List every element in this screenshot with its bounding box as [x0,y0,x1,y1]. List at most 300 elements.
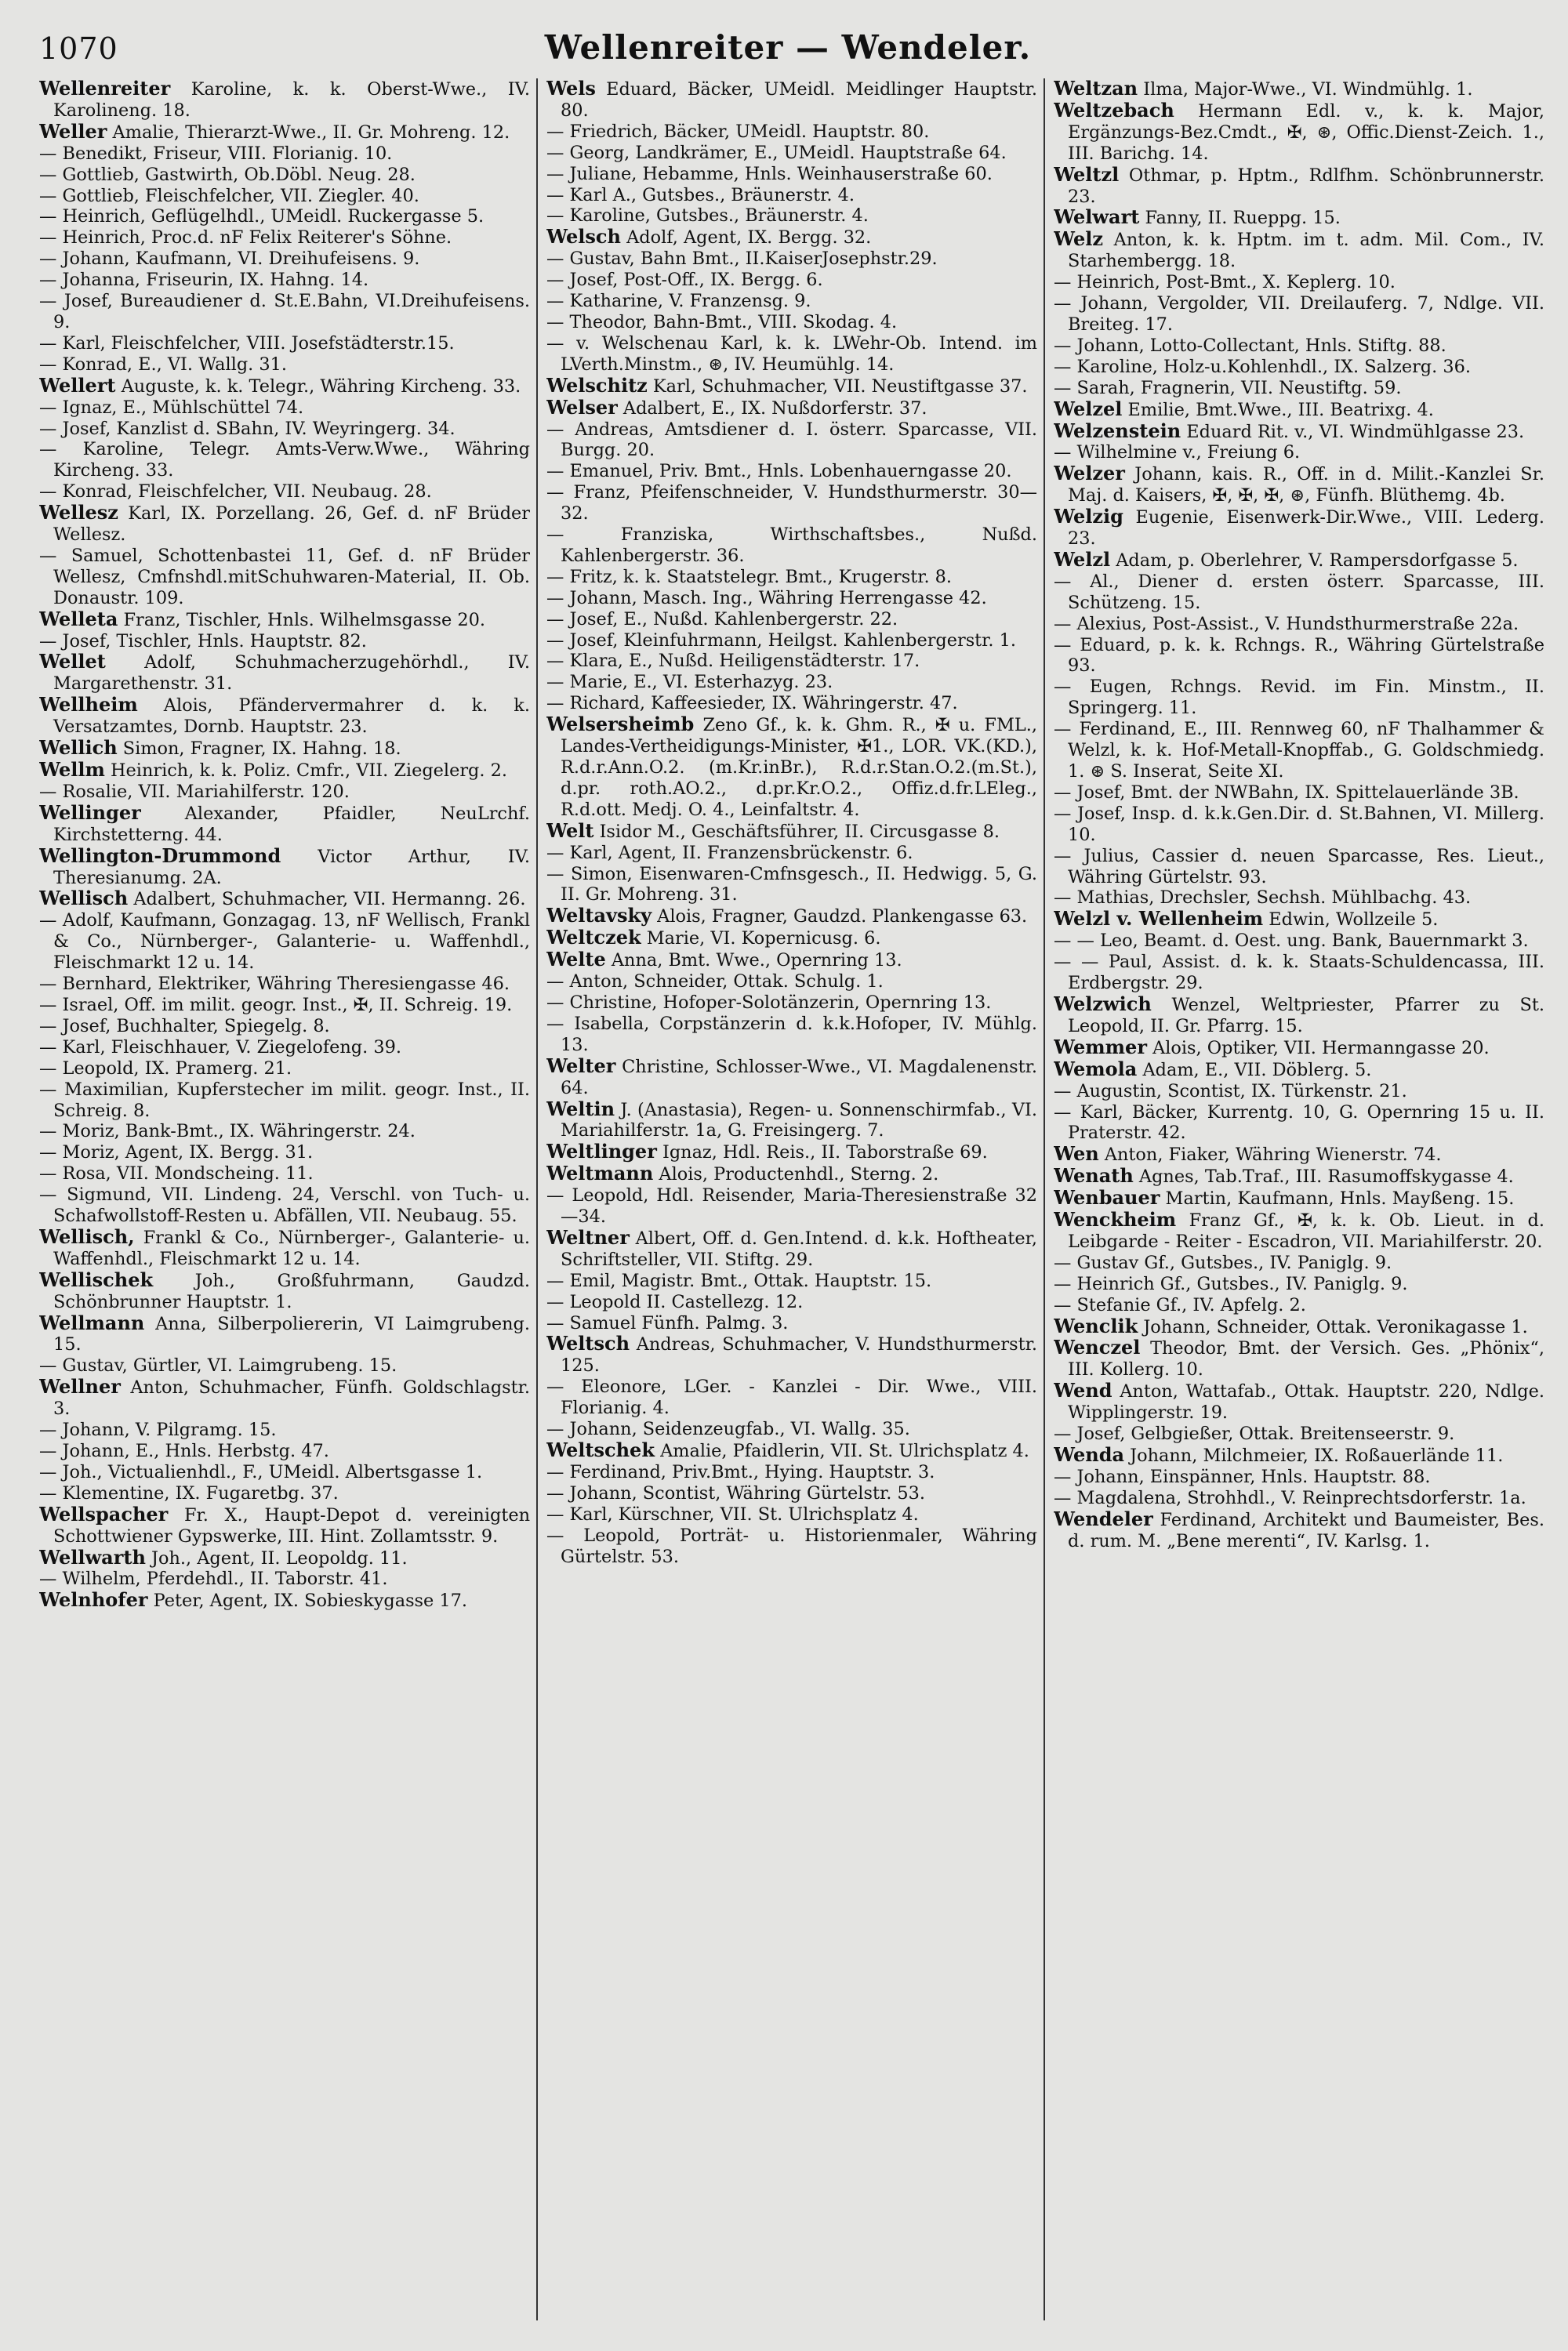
directory-entry [546,927,1037,949]
entry-details: — Gustav Gf., Gutsbes., IV. Paniglg. 9. [1054,1252,1392,1273]
directory-entry [39,249,530,270]
entry-details: — Israel, Off. im milit. geogr. Inst., ✠, II. Schreig. 19. [39,994,513,1015]
entry-details: Joh., Großfuhrmann, Gaudzd. Schönbrunner Hauptstr. 1. [53,1270,530,1312]
directory-entry [1054,887,1544,909]
entry-surname: Wemola [1054,1057,1138,1080]
entry-details: — Christine, Hofoper-Solotänzerin, Opernring 13. [546,992,992,1013]
entry-details: — Katharine, V. Franzensg. 9. [546,291,811,312]
directory-entry [39,695,530,738]
entry-surname: Welter [546,1054,616,1077]
entry-surname: Wenda [1054,1443,1125,1466]
directory-entry [39,631,530,652]
directory-entry [546,1099,1037,1142]
entry-details: — Josef, Bmt. der NWBahn, IX. Spittelauerlände 3B. [1054,782,1519,803]
entry-surname: Weltzan [1054,78,1138,100]
entry-details: — Josef, Tischler, Hnls. Hauptstr. 82. [39,630,367,651]
entry-details: — Friedrich, Bäcker, UMeidl. Hauptstr. 80. [546,121,930,142]
entry-details: — Johann, Kaufmann, VI. Dreihufeisens. 9. [39,249,420,270]
directory-entry [39,1483,530,1504]
directory-entry [546,1141,1037,1163]
entry-details: — Ignaz, E., Mühlschüttel 74. [39,397,304,418]
directory-entry [546,971,1037,992]
entry-details: Anton, Wattafab., Ottak. Hauptstr. 220, Ndlge. Wipplingerstr. 19. [1068,1381,1544,1424]
directory-entry [1054,293,1544,336]
directory-entry [39,1079,530,1122]
entry-details: — Leopold, IX. Pramerg. 21. [39,1058,292,1079]
column-3 [1054,78,1544,2320]
directory-entry [39,1142,530,1163]
entry-details: — Josef, Kanzlist d. SBahn, IV. Weyringerg. 34. [39,418,456,439]
directory-entry [546,270,1037,291]
entry-details: Franz, Tischler, Hnls. Wilhelmsgasse 20. [118,609,485,630]
entry-details: — Anton, Schneider, Ottak. Schulg. 1. [546,971,884,992]
entry-surname: Weller [39,119,107,143]
entry-details: — Josef, Post-Off., IX. Bergg. 6. [546,270,823,291]
entry-details: — Leopold, Hdl. Reisender, Maria-Theresienstraße 32—34. [546,1185,1037,1228]
directory-entry [1054,571,1544,614]
entry-surname: Wenclik [1054,1314,1138,1337]
directory-entry [1054,994,1544,1037]
entry-details: Agnes, Tab.Traf., III. Rasumoffskygasse 4. [1133,1166,1514,1188]
directory-entry [39,1121,530,1142]
entry-details: — Juliane, Hebamme, Hnls. Weinhauserstraße 60. [546,163,993,184]
entry-surname: Welte [546,948,606,971]
directory-entry [1054,207,1544,229]
entry-details: — Gustav, Gürtler, VI. Laimgrubeng. 15. [39,1355,397,1377]
entry-details: — Eugen, Rchngs. Revid. im Fin. Minstm., II. Springerg. 11. [1054,677,1544,719]
directory-entry [39,481,530,502]
directory-entry [546,164,1037,185]
entry-surname: Weltczek [546,926,641,949]
entry-details: — Johann, Vergolder, VII. Dreilauferg. 7, Ndlge. VII. Breiteg. 17. [1054,293,1544,335]
directory-entry [39,1377,530,1420]
entry-surname: Welzwich [1054,992,1152,1015]
directory-entry [39,800,530,846]
directory-entry [39,143,530,165]
directory-entry [39,227,530,249]
directory-entry [546,1462,1037,1483]
entry-details: — Wilhelmine v., Freiung 6. [1054,442,1301,463]
directory-entry [39,165,530,186]
directory-entry [1054,506,1544,550]
directory-entry [1054,1210,1544,1253]
entry-surname: Wellet [39,650,106,673]
entry-surname: Wenath [1054,1164,1134,1188]
entry-details: Albert, Off. d. Gen.Intend. d. k.k. Hoftheater, Schriftsteller, VII. Stiftg. 29. [561,1228,1037,1270]
directory-entry [39,974,530,995]
entry-details: — Theodor, Bahn-Bmt., VIII. Skodag. 4. [546,311,898,332]
directory-entry [546,1163,1037,1185]
entry-details: Victor Arthur, IV. Theresianumg. 2A. [53,846,530,888]
directory-entry [39,1163,530,1185]
entry-surname: Welschitz [546,373,648,397]
directory-columns [39,78,1544,2320]
directory-entry [1054,272,1544,293]
directory-entry [39,373,530,397]
entry-surname: Wellinger [39,800,141,824]
page-header [39,24,1537,78]
directory-entry [546,1056,1037,1099]
directory-entry [1054,1253,1544,1274]
entry-details: Simon, Fragner, IX. Hahng. 18. [117,738,401,760]
directory-entry [1054,1081,1544,1102]
directory-entry [39,1441,530,1462]
entry-surname: Wenckheim [1054,1208,1177,1232]
entry-details: Eugenie, Eisenwerk-Dir.Wwe., VIII. Lederg. 23. [1068,507,1544,550]
directory-entry [39,1462,530,1483]
directory-entry [546,992,1037,1014]
directory-entry [1054,442,1544,463]
directory-entry [39,439,530,481]
entry-details: Ilma, Major-Wwe., VI. Windmühlg. 1. [1138,79,1473,100]
directory-entry [39,1590,530,1612]
directory-entry [1054,378,1544,399]
directory-entry [1054,931,1544,952]
entry-details: Ferdinand, Architekt und Baumeister, Bes. d. rum. M. „Bene merenti“, IV. Karlsg. 1. [1068,1509,1544,1551]
entry-details: — Josef, Gelbgießer, Ottak. Breitenseerstr. 9. [1054,1424,1455,1445]
entry-details: — Simon, Eisenwaren-Cmfnsgesch., II. Hedwigg. 5, G. II. Gr. Mohreng. 31. [546,863,1037,905]
entry-surname: Wendeler [1054,1507,1153,1530]
entry-surname: Wellischek [39,1268,154,1291]
entry-details: — Samuel, Schottenbastei 11, Gef. d. nF Brüder Wellesz, Cmfnshdl.mitSchuhwaren-Material, II. Ob. Donaustr. 109. [39,545,530,608]
entry-details: — Johanna, Friseurin, IX. Hahng. 14. [39,270,369,291]
entry-details: — Moriz, Bank-Bmt., IX. Währingerstr. 24. [39,1121,416,1142]
entry-details: J. (Anastasia), Regen- u. Sonnenschirmfab., VI. Mariahilferstr. 1a, G. Freisingerg. 7. [561,1099,1037,1141]
directory-entry [546,397,1037,419]
entry-details: — Augustin, Scontist, IX. Türkenstr. 21. [1054,1080,1407,1101]
directory-entry [546,843,1037,864]
entry-details: — Franziska, Wirthschaftsbes., Nußd. Kahlenbergerstr. 36. [546,524,1037,566]
directory-entry [39,206,530,227]
entry-surname: Welnhofer [39,1588,148,1612]
directory-entry [1054,1188,1544,1210]
directory-entry [546,693,1037,714]
page-number: 1070 [39,31,118,66]
directory-entry [1054,399,1544,421]
entry-surname: Wellheim [39,693,138,717]
directory-entry [1054,100,1544,165]
entry-details: Alois, Optiker, VII. Hermanngasse 20. [1146,1037,1490,1058]
directory-entry [1054,635,1544,677]
directory-entry [546,651,1037,672]
directory-entry [39,1058,530,1079]
entry-surname: Welsch [546,225,621,249]
directory-entry [1054,1059,1544,1081]
entry-details: — Georg, Landkrämer, E., UMeidl. Hauptstraße 64. [546,142,1007,163]
entry-details: Alois, Fragner, Gaudzd. Plankengasse 63. [652,906,1028,927]
directory-entry [39,419,530,440]
entry-details: Adam, E., VII. Döblerg. 5. [1137,1059,1372,1080]
entry-surname: Welzl [1054,547,1111,571]
directory-entry [1054,614,1544,635]
entry-details: — Karl A., Gutsbes., Bräunerstr. 4. [546,184,855,205]
directory-entry [546,461,1037,482]
directory-entry [546,588,1037,609]
entry-details: — Emanuel, Priv. Bmt., Hnls. Lobenhauerngasse 20. [546,461,1012,482]
entry-details: Amalie, Thierarzt-Wwe., II. Gr. Mohreng. 12. [107,122,510,143]
entry-details: — Josef, Insp. d. k.k.Gen.Dir. d. St.Bahnen, VI. Millerg. 10. [1054,803,1544,845]
directory-entry [39,1313,530,1356]
entry-details: Joh., Agent, II. Leopoldg. 11. [145,1547,408,1569]
entry-details: — Andreas, Amtsdiener d. I. österr. Sparcasse, VII. Burgg. 20. [546,419,1037,461]
entry-details: — Gottlieb, Fleischfelcher, VII. Ziegler. 40. [39,185,419,206]
entry-surname: Weltsch [546,1332,630,1355]
entry-surname: Wellspacher [39,1502,169,1526]
directory-entry [1054,952,1544,994]
entry-details: Anton, k. k. Hptm. im t. adm. Mil. Com., IV. Starhembergg. 18. [1068,230,1544,272]
directory-entry [1054,463,1544,506]
entry-details: — Franz, Pfeifenschneider, V. Hundsthurmerstr. 30—32. [546,482,1037,524]
entry-details: — Johann, Einspänner, Hnls. Hauptstr. 88. [1054,1466,1431,1487]
directory-entry [546,291,1037,312]
entry-surname: Wellwarth [39,1545,146,1569]
entry-surname: Weltmann [546,1162,654,1185]
directory-entry [1054,846,1544,888]
entry-details: — Sigmund, VII. Lindeng. 24, Verschl. von Tuch- u. Schafwollstoff-Resten u. Abfällen, VII. Neubaug. 55. [39,1185,530,1227]
entry-details: Wenzel, Weltpriester, Pfarrer zu St. Leopold, II. Gr. Pfarrg. 15. [1068,994,1544,1036]
directory-entry [39,270,530,291]
directory-entry [1054,1102,1544,1145]
entry-details: Ignaz, Hdl. Reis., II. Taborstraße 69. [656,1142,988,1163]
directory-entry [39,546,530,609]
entry-details: Fanny, II. Rueppg. 15. [1139,208,1341,229]
entry-details: — Isabella, Corpstänzerin d. k.k.Hofoper, IV. Mühlg. 13. [546,1013,1037,1055]
directory-entry [39,78,530,122]
entry-surname: Welzel [1054,397,1123,420]
entry-details: — — Paul, Assist. d. k. k. Staats-Schuldencassa, III. Erdbergstr. 29. [1054,952,1544,994]
entry-details: Emilie, Bmt.Wwe., III. Beatrixg. 4. [1122,399,1434,420]
directory-entry [546,1526,1037,1568]
directory-entry [1054,421,1544,443]
directory-entry [1054,1144,1544,1166]
entry-details: — Marie, E., VI. Esterhazyg. 23. [546,672,833,693]
directory-entry [546,185,1037,206]
directory-entry [546,524,1037,567]
entry-details: Heinrich, k. k. Poliz. Cmfr., VII. Ziegelerg. 2. [104,760,507,781]
entry-details: — Mathias, Drechsler, Sechsh. Mühlbachg. 43. [1054,887,1472,909]
entry-details: — Magdalena, Strohhdl., V. Reinprechtsdorferstr. 1a. [1054,1487,1526,1508]
directory-entry [1054,677,1544,719]
directory-entry [1054,719,1544,782]
entry-surname: Welzenstein [1054,419,1181,442]
entry-details: — Ferdinand, E., III. Rennweg 60, nF Thalhammer & Welzl, k. k. Hof-Metall-Knopffab., G. Goldschmiedg. 1. ⊛ S. Inserat, Seite XI. [1054,719,1544,782]
entry-details: — Klara, E., Nußd. Heiligenstädterstr. 17. [546,651,920,672]
directory-entry [546,818,1037,843]
directory-entry [39,186,530,207]
entry-surname: Wels [546,78,596,100]
entry-details: Adolf, Agent, IX. Bergg. 32. [620,227,872,249]
directory-entry [1054,1274,1544,1295]
directory-entry [546,630,1037,651]
entry-details: — Josef, Kleinfuhrmann, Heilgst. Kahlenbergerstr. 1. [546,629,1017,651]
entry-details: — Al., Diener d. ersten österr. Sparcasse, III. Schützeng. 15. [1054,571,1544,613]
directory-entry [546,122,1037,143]
entry-details: — Emil, Magistr. Bmt., Ottak. Hauptstr. 15. [546,1270,932,1291]
entry-details: — Heinrich, Proc.d. nF Felix Reiterer's Söhne. [39,227,452,249]
directory-entry [39,782,530,803]
directory-entry [546,949,1037,971]
directory-entry [546,864,1037,906]
directory-entry [39,291,530,333]
directory-entry [1054,1337,1544,1380]
entry-details: Adam, p. Oberlehrer, V. Rampersdorfgasse 5. [1110,550,1519,571]
entry-details: — Leopold, Porträt- u. Historienmaler, Währing Gürtelstr. 53. [546,1525,1037,1567]
entry-details: — Klementine, IX. Fugaretbg. 37. [39,1482,339,1504]
directory-entry [1054,804,1544,846]
entry-details: Eduard Rit. v., VI. Windmühlgasse 23. [1181,421,1525,442]
entry-surname: Welsersheimb [546,713,695,736]
directory-entry [546,567,1037,588]
entry-details: Adalbert, Schuhmacher, VII. Hermanng. 26. [128,889,526,910]
directory-entry [546,1377,1037,1419]
entry-details: — Johann, V. Pilgramg. 15. [39,1420,277,1441]
directory-entry [1054,547,1544,571]
directory-entry [1054,1424,1544,1445]
entry-details: — Johann, Lotto-Collectant, Hnls. Stiftg. 88. [1054,335,1446,356]
directory-entry [1054,336,1544,357]
directory-entry [39,397,530,419]
entry-details: — Moriz, Agent, IX. Bergg. 31. [39,1142,314,1163]
entry-details: Edwin, Wollzeile 5. [1263,909,1439,931]
entry-details: Johann, kais. R., Off. in d. Milit.-Kanzlei Sr. Maj. d. Kaisers, ✠, ✠, ✠, ⊛, Fünfh. Blüthemg. 4b. [1068,464,1544,506]
directory-entry [546,482,1037,524]
entry-details: — Karl, Kürschner, VII. St. Ulrichsplatz 4. [546,1504,919,1525]
entry-surname: Welz [1054,227,1104,251]
directory-entry [39,760,530,782]
entry-details: — Josef, Bureaudiener d. St.E.Bahn, VI.Dreihufeisens. 9. [39,291,530,332]
entry-details: — Fritz, k. k. Staatstelegr. Bmt., Krugerstr. 8. [546,566,953,587]
entry-details: — Karoline, Holz-u.Kohlenhdl., IX. Salzerg. 36. [1054,356,1471,377]
running-title: Wellenreiter — Wendeler. [544,28,1032,67]
entry-details: Anna, Silberpoliererin, VI Laimgrubeng. 15. [53,1313,530,1355]
entry-details: — Konrad, E., VI. Wallg. 31. [39,354,288,375]
directory-entry [1054,1380,1544,1424]
directory-entry [39,502,530,546]
directory-entry [39,846,530,889]
entry-details: — Rosalie, VII. Mariahilferstr. 120. [39,781,350,802]
directory-entry [39,738,530,760]
entry-details: Martin, Kaufmann, Hnls. Mayßeng. 15. [1160,1188,1515,1210]
directory-entry [39,1224,530,1270]
entry-surname: Welleta [39,607,118,630]
entry-surname: Wend [1054,1379,1112,1402]
entry-details: — — Leo, Beamt. d. Oest. ung. Bank, Bauernmarkt 3. [1054,931,1529,952]
entry-details: — Johann, Seidenzeugfab., VI. Wallg. 35. [546,1419,910,1440]
entry-surname: Weltin [546,1097,615,1120]
directory-entry [546,205,1037,227]
directory-entry [39,1270,530,1313]
directory-entry [39,1355,530,1377]
entry-details: — Gottlieb, Gastwirth, Ob.Döbl. Neug. 28. [39,164,416,185]
entry-details: — Heinrich Gf., Gutsbes., IV. Paniglg. 9. [1054,1273,1408,1294]
entry-details: Amalie, Pfaidlerin, VII. St. Ulrichsplatz 4. [654,1441,1029,1461]
entry-surname: Wellington-Drummond [39,844,281,867]
entry-surname: Wen [1054,1142,1099,1166]
directory-entry [546,1419,1037,1440]
entry-details: — Stefanie Gf., IV. Apfelg. 2. [1054,1294,1306,1315]
entry-surname: Welzl v. Wellenheim [1054,907,1264,931]
entry-details: — Karl, Fleischhauer, V. Ziegelofeng. 39. [39,1036,401,1058]
directory-entry [1054,229,1544,272]
entry-details: Hermann Edl. v., k. k. Major, Ergänzungs-Bez.Cmdt., ✠, ⊛, Offic.Dienst-Zeich. 1., III. Barichg. 14. [1068,100,1544,164]
entry-surname: Weltzl [1054,162,1120,186]
entry-details: Alois, Productenhdl., Sterng. 2. [653,1164,939,1185]
entry-details: Andreas, Schuhmacher, V. Hundsthurmerstr. 125. [561,1334,1037,1377]
directory-entry [1054,1166,1544,1188]
entry-details: Isidor M., Geschäftsführer, II. Circusgasse 8. [593,821,1000,842]
directory-entry [1054,1316,1544,1338]
entry-details: — Karoline, Gutsbes., Bräunerstr. 4. [546,205,869,227]
entry-details: — Benedikt, Friseur, VIII. Florianig. 10. [39,143,393,164]
directory-entry [546,905,1037,927]
directory-entry [546,312,1037,333]
entry-details: Christine, Schlosser-Wwe., VI. Magdalenenstr. 64. [561,1056,1037,1098]
entry-details: Anna, Bmt. Wwe., Opernring 13. [605,950,902,971]
directory-entry [1054,1445,1544,1467]
entry-details: Zeno Gf., k. k. Ghm. R., ✠ u. FML., Landes-Vertheidigungs-Minister, ✠1., LOR. VK.(KD.), R.d.r.Ann.O.2. (m.Kr.inBr.), R.d.r.Stan.O.2.(m.St.), d.pr. roth.AO.2., d.pr.Kr.O.2., Offiz.d.fr.LEleg., R.d.ott. Medj. O. 4., Leinfaltstr. 4. [561,715,1037,820]
directory-entry [546,143,1037,164]
entry-details: — Ferdinand, Priv.Bmt., Hying. Hauptstr. 3. [546,1461,935,1482]
directory-entry [39,651,530,695]
entry-details: — Maximilian, Kupferstecher im milit. geogr. Inst., II. Schreig. 8. [39,1079,530,1121]
entry-details: — Samuel Fünfh. Palmg. 3. [546,1312,789,1333]
entry-details: — Wilhelm, Pferdehdl., II. Taborstr. 41. [39,1569,388,1590]
entry-details: Karl, Schuhmacher, VII. Neustiftgasse 37. [647,376,1028,397]
entry-surname: Welzig [1054,505,1123,528]
entry-details: Auguste, k. k. Telegr., Währing Kircheng. 33. [115,376,521,397]
entry-details: — Bernhard, Elektriker, Währing Theresiengasse 46. [39,974,510,995]
entry-details: Alexander, Pfaidler, NeuLrchf. Kirchstetterng. 44. [53,803,530,845]
entry-surname: Wemmer [1054,1035,1147,1058]
directory-entry [39,1547,530,1569]
entry-details: — Johann, Masch. Ing., Währing Herrengasse 42. [546,587,987,608]
directory-entry [546,609,1037,630]
entry-details: — Karoline, Telegr. Amts-Verw.Wwe., Währing Kircheng. 33. [39,439,530,481]
entry-details: — Heinrich, Post-Bmt., X. Keplerg. 10. [1054,272,1396,293]
directory-entry [546,1504,1037,1526]
directory-entry [546,249,1037,270]
directory-entry [39,354,530,376]
entry-details: — Adolf, Kaufmann, Gonzagag. 13, nF Wellisch, Frankl & Co., Nürnberger-, Galanterie- u. Waffenhdl., Fleischmarkt 12 u. 14. [39,910,530,974]
entry-details: Adalbert, E., IX. Nußdorferstr. 37. [617,397,927,419]
entry-details: — Rosa, VII. Mondscheing. 11. [39,1163,314,1185]
entry-details: — Johann, Scontist, Währing Gürtelstr. 53. [546,1482,926,1504]
directory-entry [39,1037,530,1058]
directory-entry [546,419,1037,462]
directory-entry [1054,1488,1544,1509]
entry-details: — Richard, Kaffeesieder, IX. Währingerstr. 47. [546,693,958,714]
entry-details: — Alexius, Post-Assist., V. Hundsthurmerstraße 22a. [1054,613,1519,634]
entry-surname: Welzer [1054,462,1125,485]
column-2 [546,78,1037,2320]
entry-details: Franz Gf., ✠, k. k. Ob. Lieut. in d. Leibgarde - Reiter - Escadron, VII. Mariahilferstr. 20. [1068,1210,1544,1252]
directory-entry [546,373,1037,397]
directory-entry [546,1292,1037,1313]
entry-surname: Wellisch, [39,1224,135,1248]
directory-entry [39,119,530,143]
entry-details: Johann, Milchmeier, IX. Roßauerlände 11. [1124,1446,1504,1466]
directory-entry [546,1483,1037,1504]
entry-details: Marie, VI. Kopernicusg. 6. [641,928,881,949]
entry-details: Fr. X., Haupt-Depot d. vereinigten Schottwiener Gypswerke, III. Hint. Zollamtsstr. 9. [53,1504,530,1547]
entry-details: — Sarah, Fragnerin, VII. Neustiftg. 59. [1054,377,1402,398]
directory-entry [39,1420,530,1441]
directory-entry [546,1271,1037,1292]
entry-surname: Weltner [546,1225,630,1249]
directory-entry [1054,1467,1544,1488]
entry-details: Karl, IX. Porzellang. 26, Gef. d. nF Brüder Wellesz. [53,503,530,546]
directory-entry [39,609,530,631]
